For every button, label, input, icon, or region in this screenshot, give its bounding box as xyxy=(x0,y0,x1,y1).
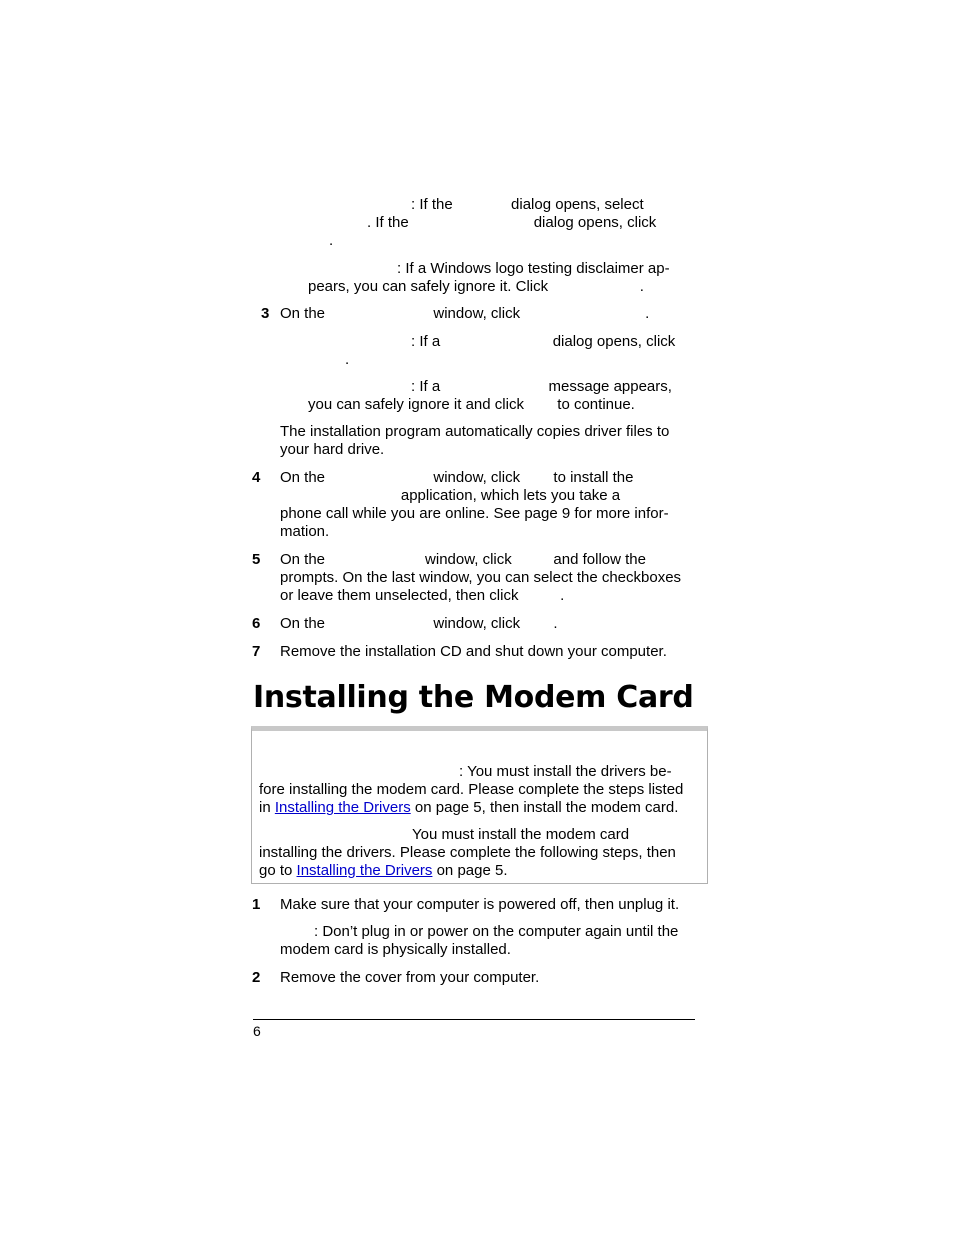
notice-p1-prefix: in xyxy=(259,799,275,816)
modem-step1-note-line1: : Don’t plug in or power on the computer again until the xyxy=(314,923,679,940)
notice-p1-line3 xyxy=(259,799,678,817)
step3-para-line2: your hard drive. xyxy=(280,441,385,458)
step-number: 1 xyxy=(252,896,261,913)
step-4-line3: phone call while you are online. See page 9 for more infor- xyxy=(280,505,669,522)
step-number: 5 xyxy=(252,551,261,568)
step-4-line4: mation. xyxy=(280,523,330,540)
notice-p2-line3 xyxy=(259,862,508,880)
step-number: 7 xyxy=(252,643,261,660)
footer-rule xyxy=(253,1019,695,1020)
note1-line3: . xyxy=(329,232,334,249)
step-4-line2: application, which lets you take a xyxy=(280,487,621,504)
note2-line1: : If a Windows logo testing disclaimer ap- xyxy=(397,260,670,277)
note1-line2: . If the dialog opens, click xyxy=(367,214,657,231)
notice-p2-prefix: go to xyxy=(259,862,297,879)
installing-drivers-link[interactable]: Installing the Drivers xyxy=(274,799,411,816)
step-number: 4 xyxy=(252,469,261,486)
step-number: 2 xyxy=(252,969,261,986)
note2-line2: pears, you can safely ignore it. Click . xyxy=(308,278,644,295)
step-3-text: On the window, click . xyxy=(280,305,650,322)
notice-p2-suffix: on page 5. xyxy=(432,862,508,879)
modem-step-1-text: Make sure that your computer is powered off, then unplug it. xyxy=(280,896,680,913)
step-number: 3 xyxy=(261,305,270,322)
step3-note-a-line2: . xyxy=(345,351,350,368)
step-5-line1: On the window, click and follow the xyxy=(280,551,646,568)
note1-line1: : If the dialog opens, select xyxy=(411,196,644,213)
page-number: 6 xyxy=(253,1023,261,1039)
step-number: 6 xyxy=(252,615,261,632)
step-7-text: Remove the installation CD and shut down your computer. xyxy=(280,643,667,660)
step-5-line2: prompts. On the last window, you can select the checkboxes xyxy=(280,569,682,586)
notice-p1-line2: fore installing the modem card. Please complete the steps listed xyxy=(259,781,684,798)
notice-p2-line1: You must install the modem card xyxy=(412,826,630,843)
notice-p1-suffix: on page 5, then install the modem card. xyxy=(410,799,679,816)
notice-p1-line1: : You must install the drivers be- xyxy=(459,763,672,780)
step3-para-line1: The installation program automatically copies driver files to xyxy=(280,423,670,440)
step-4-line1: On the window, click to install the xyxy=(280,469,634,486)
installing-drivers-link[interactable]: Installing the Drivers xyxy=(296,862,433,879)
step-6-text: On the window, click . xyxy=(280,615,558,632)
step3-note-b-line2: you can safely ignore it and click to continue. xyxy=(308,396,635,413)
modem-step1-note-line2: modem card is physically installed. xyxy=(280,941,511,958)
notice-p2-line2: installing the drivers. Please complete the following steps, then xyxy=(259,844,676,861)
step3-note-a-line1: : If a dialog opens, click xyxy=(411,333,676,350)
step3-note-b-line1: : If a message appears, xyxy=(411,378,672,395)
step-5-line3: or leave them unselected, then click . xyxy=(280,587,565,604)
section-heading: Installing the Modem Card xyxy=(253,680,694,715)
modem-step-2-text: Remove the cover from your computer. xyxy=(280,969,540,986)
